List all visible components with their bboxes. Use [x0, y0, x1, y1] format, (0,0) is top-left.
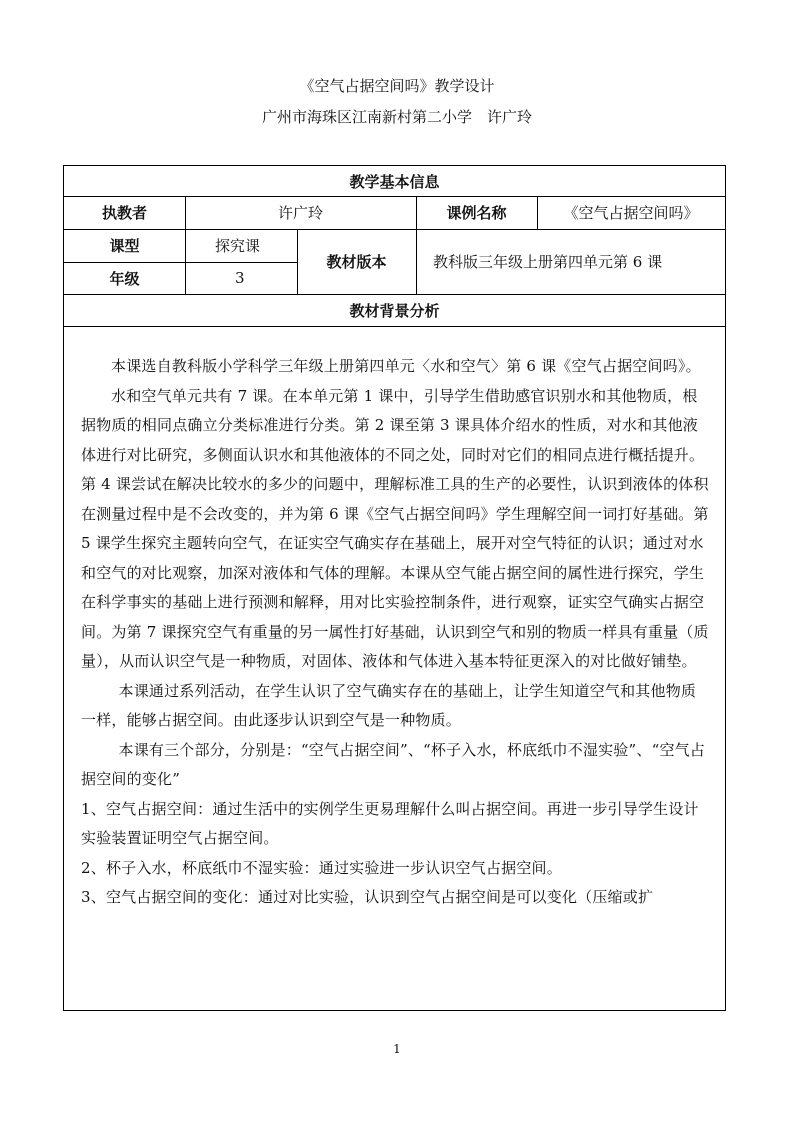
list-item: 1、空气占据空间：通过生活中的实例学生更易理解什么叫占据空间。再进一步引导学生设计实验装置证明空气占据空间。 [81, 799, 699, 847]
teacher-label: 执教者 [101, 204, 147, 222]
page-number: 1 [393, 1042, 401, 1056]
edition-value: 教科版三年级上册第四单元第 6 课 [433, 253, 663, 271]
row-divider [64, 326, 725, 327]
type-label: 课型 [109, 237, 140, 255]
type-value: 探究课 [215, 237, 261, 255]
document-subtitle: 广州市海珠区江南新村第二小学 许广玲 [261, 108, 532, 126]
grade-value: 3 [235, 269, 245, 287]
list-item: 3、空气占据空间的变化：通过对比实验，认识到空气占据空间是可以变化（压缩或扩 [81, 888, 654, 906]
lesson-value: 《空气占据空间吗》 [563, 204, 699, 222]
paragraph: 水和空气单元共有 7 课。在本单元第 1 课中，引导学生借助感官识别水和其他物质，根据物质的相同点确立分类标准进行分类。第 2 课至第 3 课具体介绍水的性质，对水和其他液体进行对比研究，多侧面认识水和其他液体的不同之处，同时对它们的相同点进行概括提升。第 4 课尝试在解决比较水的多少的问题中，理解标准工具的生产的必要性，认识到液体的体积在测量过程中是不会改变的，并为第 6 课《空气占据空间吗》学生理解空间一词打好基础。第 5 课学生探究主题转向空气，在证实空气确实存在基础上，展开对空气特征的认识；通过对水和空气的对比观察，加深对液体和气体的理解。本课从空气能占据空间的属性进行探究，学生在科学事实的基础上进行预测和解释，用对比实验控制条件，进行观察，证实空气确实占据空间。为第 7 课探究空气有重量的另一属性打好基础，认识到空气和别的物质一样具有重量（质量），从而认识空气是一种物质，对固体、液体和气体进入基本特征更深入的对比做好铺垫。 [81, 386, 709, 670]
paragraph: 本课通过系列活动，在学生认识了空气确实存在的基础上，让学生知道空气和其他物质一样，能够占据空间。由此逐步认识到空气是一种物质。 [81, 681, 697, 729]
grade-label: 年级 [109, 269, 140, 288]
paragraph: 本课选自教科版小学科学三年级上册第四单元〈水和空气〉第 6 课《空气占据空间吗》。 [111, 357, 701, 375]
lesson-label: 课例名称 [446, 204, 507, 222]
background-analysis-text [81, 352, 711, 913]
info-table [63, 165, 726, 1011]
teacher-value: 许广玲 [277, 204, 323, 222]
paragraph: 本课有三个部分，分别是：“空气占据空间”、“杯子入水，杯底纸巾不湿实验”、“空气占据空间的变化” [81, 740, 706, 788]
section-header-background: 教材背景分析 [349, 301, 440, 320]
list-item: 2、杯子入水，杯底纸巾不湿实验：通过实验进一步认识空气占据空间。 [81, 858, 562, 877]
section-header-basic: 教学基本信息 [349, 172, 440, 191]
document-title: 《空气占据空间吗》教学设计 [299, 77, 495, 95]
edition-label: 教材版本 [326, 253, 387, 271]
